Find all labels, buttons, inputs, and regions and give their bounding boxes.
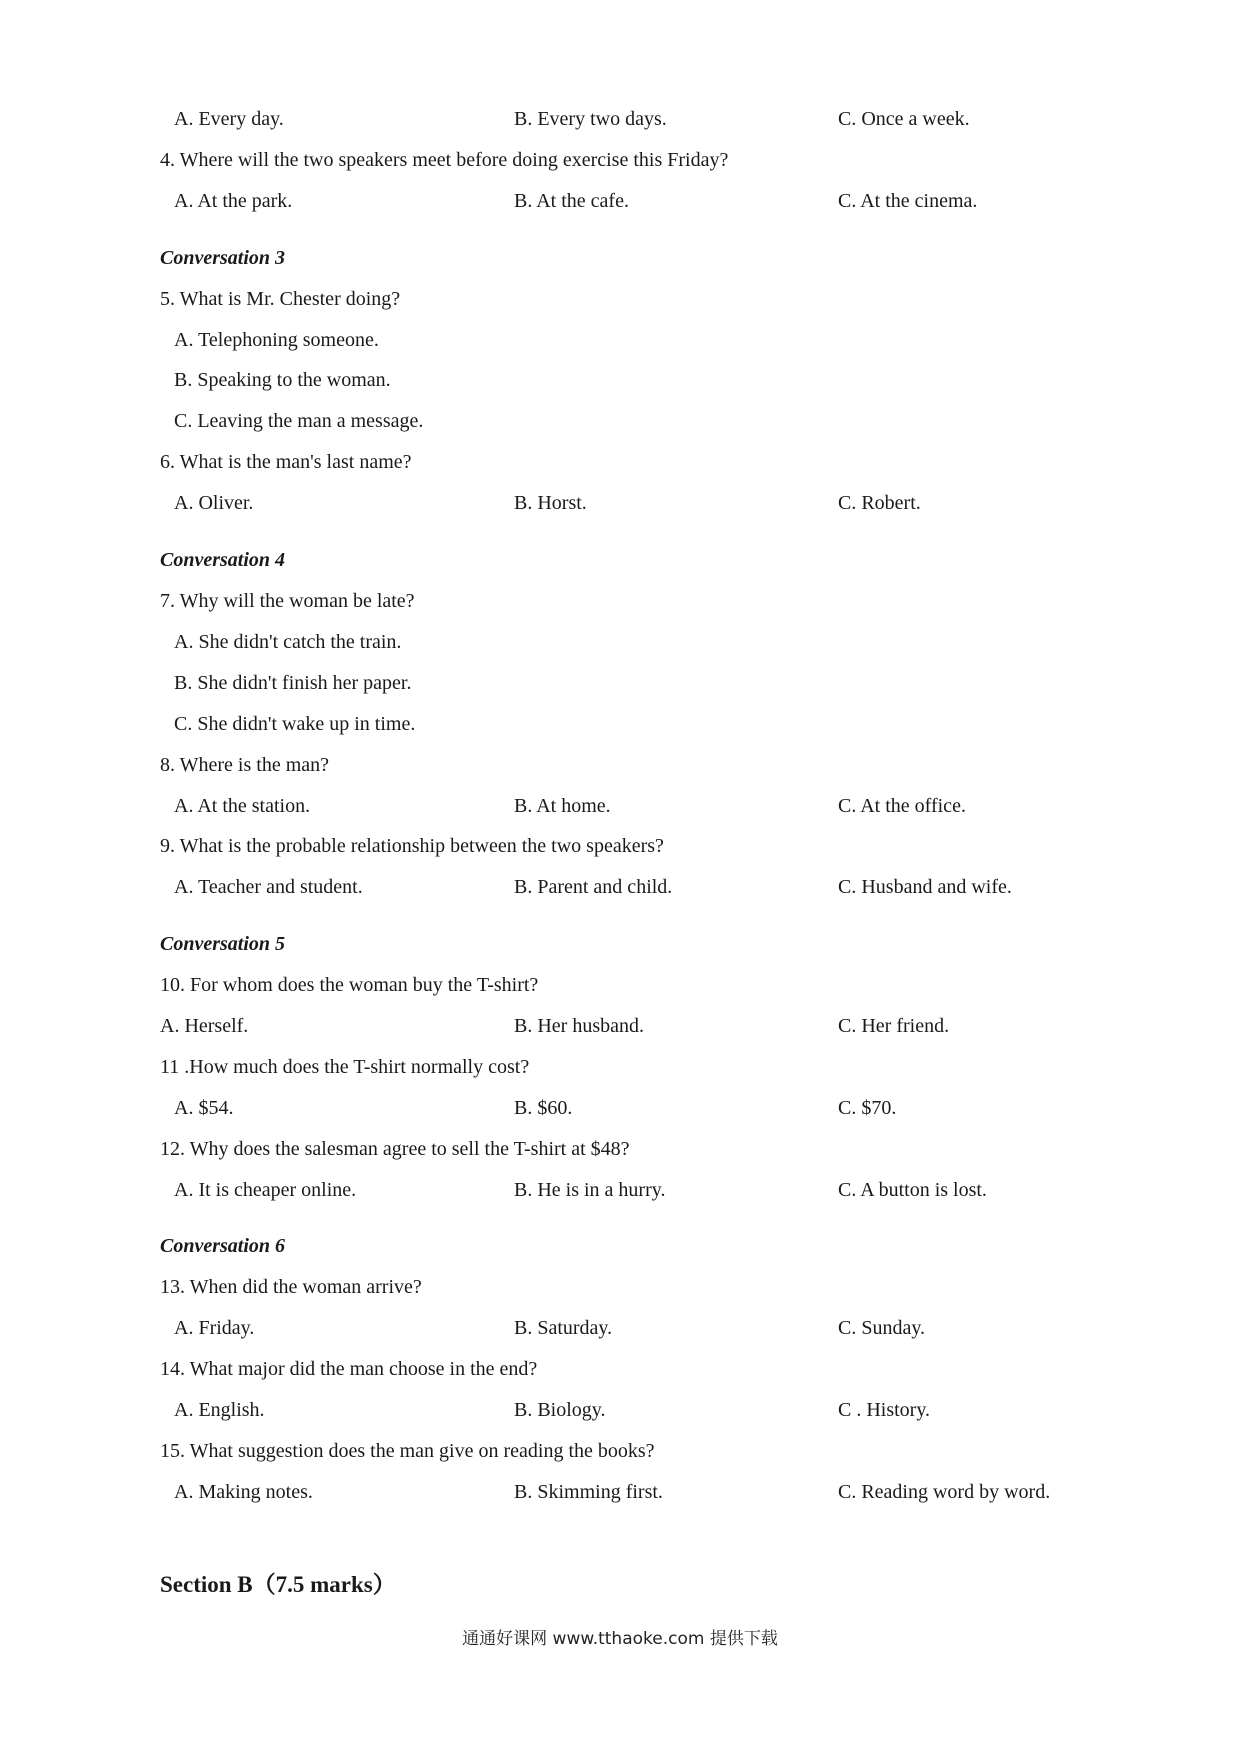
question-stem: 12. Why does the salesman agree to sell the T-shirt at $48? xyxy=(160,1138,630,1160)
question-text xyxy=(0,826,1240,866)
question-stem: 15. What suggestion does the man give on reading the books? xyxy=(160,1440,655,1462)
question-stem: 14. What major did the man choose in the end? xyxy=(160,1358,538,1380)
question-text xyxy=(0,965,1240,1005)
question-stem: 4. Where will the two speakers meet before doing exercise this Friday? xyxy=(160,149,729,171)
answer-option-c: C . History. xyxy=(838,1399,931,1421)
question-text xyxy=(0,279,1240,319)
question-stem: 13. When did the woman arrive? xyxy=(160,1276,422,1298)
answer-options-row xyxy=(0,1390,1240,1430)
answer-options-row xyxy=(0,181,1240,221)
answer-option-a: A. Herself. xyxy=(160,1015,249,1037)
answer-option-a: A. Friday. xyxy=(174,1317,255,1339)
answer-option-a: A. Making notes. xyxy=(174,1481,313,1503)
answer-option-c: C. $70. xyxy=(838,1097,897,1119)
conversation-heading: Conversation 3 xyxy=(160,247,286,269)
section-title: Section B（7.5 marks） xyxy=(160,1572,396,1597)
question-text xyxy=(0,1267,1240,1307)
answer-option-a: A. $54. xyxy=(174,1097,234,1119)
answer-option-row xyxy=(0,320,1240,360)
answer-option: A. She didn't catch the train. xyxy=(174,631,402,653)
answer-options-row xyxy=(0,483,1240,523)
question-text xyxy=(0,1129,1240,1169)
answer-options-row xyxy=(0,786,1240,826)
answer-option-a: A. Teacher and student. xyxy=(174,876,363,898)
footer-text: 通通好课网 www.tthaoke.com 提供下载 xyxy=(462,1629,778,1649)
answer-option-a: A. English. xyxy=(174,1399,265,1421)
answer-option-a: A. At the station. xyxy=(174,795,311,817)
answer-option-b: B. Every two days. xyxy=(514,108,667,130)
question-stem: 9. What is the probable relationship between the two speakers? xyxy=(160,835,664,857)
answer-option-b: B. Skimming first. xyxy=(514,1481,663,1503)
answer-option-a: A. At the park. xyxy=(174,190,293,212)
question-text xyxy=(0,1431,1240,1471)
answer-option-c: C. Once a week. xyxy=(838,108,970,130)
answer-option-row xyxy=(0,360,1240,400)
answer-options-row xyxy=(0,867,1240,907)
answer-option-b: B. Horst. xyxy=(514,492,587,514)
answer-option-b: B. Her husband. xyxy=(514,1015,644,1037)
answer-option-row xyxy=(0,622,1240,662)
question-text xyxy=(0,745,1240,785)
answer-option-c: C. Husband and wife. xyxy=(838,876,1012,898)
answer-option-c: C. Robert. xyxy=(838,492,921,514)
answer-option-b: B. At home. xyxy=(514,795,611,817)
question-stem: 6. What is the man's last name? xyxy=(160,451,412,473)
answer-option-a: A. It is cheaper online. xyxy=(174,1179,357,1201)
question-text xyxy=(0,1349,1240,1389)
question-text xyxy=(0,1047,1240,1087)
answer-option: C. She didn't wake up in time. xyxy=(174,713,416,735)
answer-option-c: C. At the office. xyxy=(838,795,966,817)
conversation-heading: Conversation 4 xyxy=(160,549,286,571)
question-text xyxy=(0,581,1240,621)
answer-option-c: C. Reading word by word. xyxy=(838,1481,1051,1503)
question-stem: 11 .How much does the T-shirt normally cost? xyxy=(160,1056,530,1078)
answer-option-row xyxy=(0,704,1240,744)
answer-option: C. Leaving the man a message. xyxy=(174,410,424,432)
answer-option: B. Speaking to the woman. xyxy=(174,369,391,391)
conversation-heading: Conversation 5 xyxy=(160,933,286,955)
answer-option-b: B. Saturday. xyxy=(514,1317,613,1339)
answer-option-b: B. Parent and child. xyxy=(514,876,673,898)
answer-option-row xyxy=(0,663,1240,703)
answer-option-c: C. Her friend. xyxy=(838,1015,950,1037)
answer-option-b: B. At the cafe. xyxy=(514,190,629,212)
answer-option-c: C. Sunday. xyxy=(838,1317,926,1339)
answer-option-a: A. Oliver. xyxy=(174,492,254,514)
question-stem: 7. Why will the woman be late? xyxy=(160,590,415,612)
question-text xyxy=(0,442,1240,482)
answer-options-row xyxy=(0,99,1240,139)
answer-options-row xyxy=(0,1308,1240,1348)
answer-options-row xyxy=(0,1088,1240,1128)
question-stem: 5. What is Mr. Chester doing? xyxy=(160,288,401,310)
answer-option-c: C. A button is lost. xyxy=(838,1179,987,1201)
answer-option-b: B. Biology. xyxy=(514,1399,606,1421)
answer-option-b: B. $60. xyxy=(514,1097,573,1119)
answer-options-row xyxy=(0,1006,1240,1046)
answer-option-a: A. Every day. xyxy=(174,108,284,130)
answer-options-row xyxy=(0,1170,1240,1210)
answer-options-row xyxy=(0,1472,1240,1512)
answer-option-c: C. At the cinema. xyxy=(838,190,978,212)
conversation-heading: Conversation 6 xyxy=(160,1235,286,1257)
answer-option-row xyxy=(0,401,1240,441)
answer-option-b: B. He is in a hurry. xyxy=(514,1179,666,1201)
answer-option: A. Telephoning someone. xyxy=(174,329,379,351)
question-stem: 10. For whom does the woman buy the T-shirt? xyxy=(160,974,539,996)
answer-option: B. She didn't finish her paper. xyxy=(174,672,412,694)
question-stem: 8. Where is the man? xyxy=(160,754,330,776)
question-text xyxy=(0,140,1240,180)
